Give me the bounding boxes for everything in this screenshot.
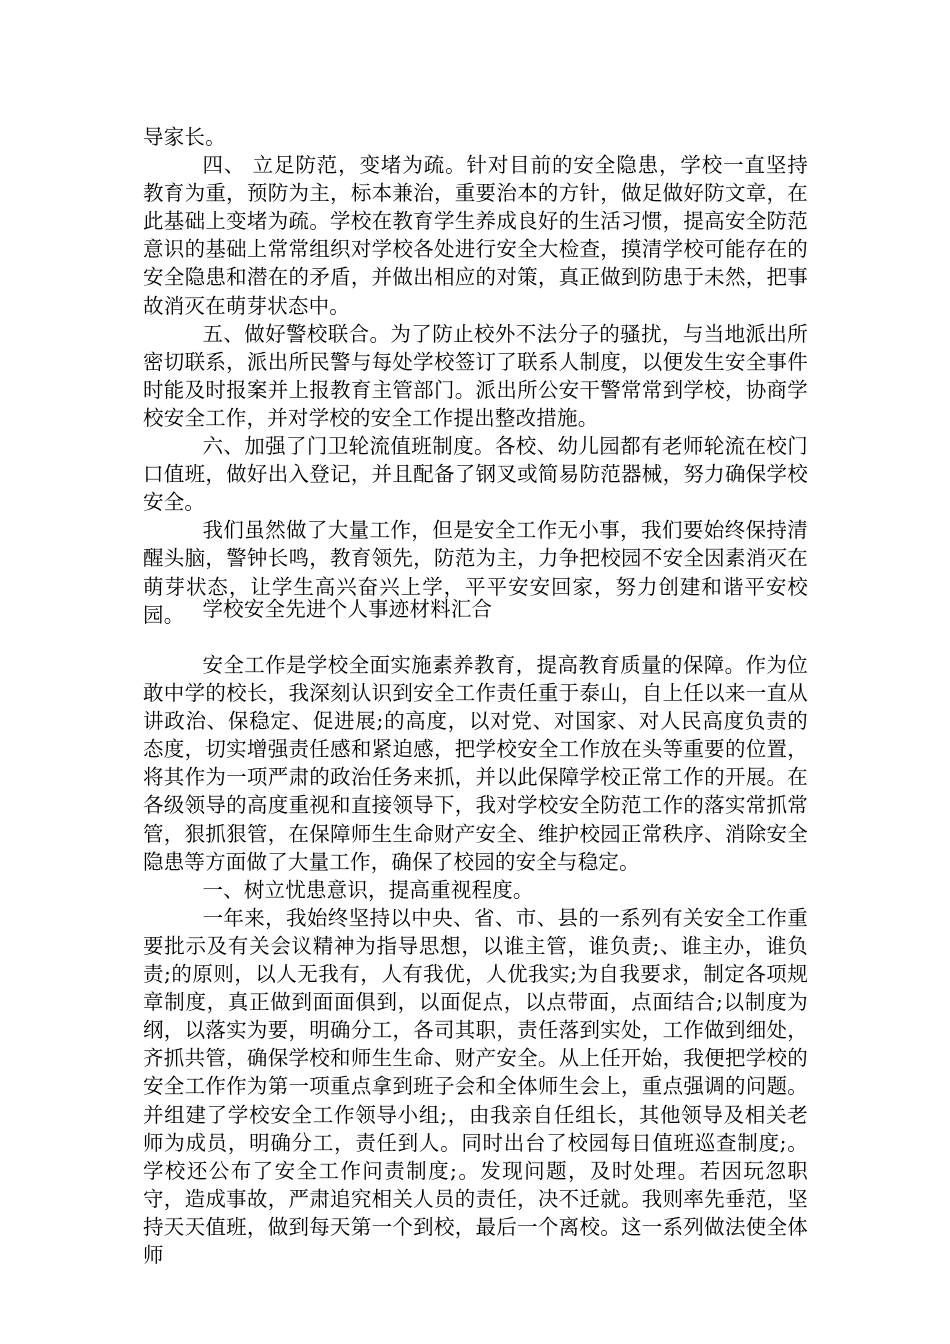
paragraph-measures: 一年来，我始终坚持以中央、省、市、县的一系列有关安全工作重要批示及有关会议精神为指导思想，以谁主管，谁负责;、谁主办，谁负责;的原则，以人无我有，人有我优，人优我实;为自我要求，制定各项规章制度，真正做到面面俱到，以面促点，以点带面，点面结合;以制度为纲，以落实为要，明确分工，各司其职，责任落到实处，工作做到细处，齐抓共管，确保学校和师生生命、财产安全。从上任开始，我便把学校的安全工作作为第一项重点拿到班子会和全体师生会上，重点强调的问题。并组建了学校安全工作领导小组;，由我亲自任组长，其他领导及相关老师为成员，明确分工，责任到人。同时出台了校园每日值班巡查制度;。学校还公布了安全工作问责制度;。发现问题，及时处理。若因玩忽职守，造成事故，严肃追究相关人员的责任，决不迁就。我则率先垂范，坚持天天值班，做到每天第一个到校，最后一个离校。这一系列做法使全体师	[143, 905, 808, 1267]
paragraph-intro: 安全工作是学校全面实施素养教育，提高教育质量的保障。作为位敢中学的校长，我深刻认识到安全工作责任重于泰山，自上任以来一直从讲政治、保稳定、促进展;的高度，以对党、对国家、对人民高度负责的态度，切实增强责任感和紧迫感，把学校安全工作放在头等重要的位置，将其作为一项严肃的政治任务来抓，并以此保障学校正常工作的开展。在各级领导的高度重视和直接领导下，我对学校安全防范工作的落实常抓常管，狠抓狠管，在保障师生生命财产安全、维护校园正常秩序、消除安全隐患等方面做了大量工作，确保了校园的安全与稳定。	[143, 653, 808, 874]
paragraph-conclusion: 我们虽然做了大量工作，但是安全工作无小事，我们要始终保持清醒头脑，警钟长鸣，教育领先，防范为主，力争把校园不安全因素消灭在萌芽状态，让学生高兴奋兴上学，平平安安回家，努力创建和谐平安校园。	[143, 518, 808, 627]
section-title: 学校安全先进个人事迹材料汇合	[202, 597, 493, 621]
paragraph-prevention: 四、 立足防范，变堵为疏。针对目前的安全隐患，学校一直坚持教育为重，预防为主，标本兼治，重要治本的方针，做足做好防文章，在此基础上变堵为疏。学校在教育学生养成良好的生活习惯，提高安全防范意识的基础上常常组织对学校各处进行安全大检查，摸清学校可能存在的安全隐患和潜在的矛盾，并做出相应的对策，真正做到防患于未然，把事故消灭在萌芽状态中。	[143, 153, 808, 318]
continued-line: 导家长。	[143, 125, 226, 149]
heading-awareness: 一、树立忧患意识，提高重视程度。	[202, 877, 534, 902]
paragraph-police-school: 五、做好警校联合。为了防止校外不法分子的骚扰，与当地派出所密切联系，派出所民警与每处学校签订了联系人制度，以便发生安全事件时能及时报案并上报教育主管部门。派出所公安干警常常到学校，协商学校安全工作，并对学校的安全工作提出整改措施。	[143, 321, 808, 430]
paragraph-gate-duty: 六、加强了门卫轮流值班制度。各校、幼儿园都有老师轮流在校门口值班，做好出入登记，并且配备了钢叉或简易防范器械，努力确保学校安全。	[143, 434, 808, 515]
section-title-block	[143, 595, 808, 623]
bottom-section	[143, 651, 808, 1269]
top-section	[143, 123, 808, 629]
